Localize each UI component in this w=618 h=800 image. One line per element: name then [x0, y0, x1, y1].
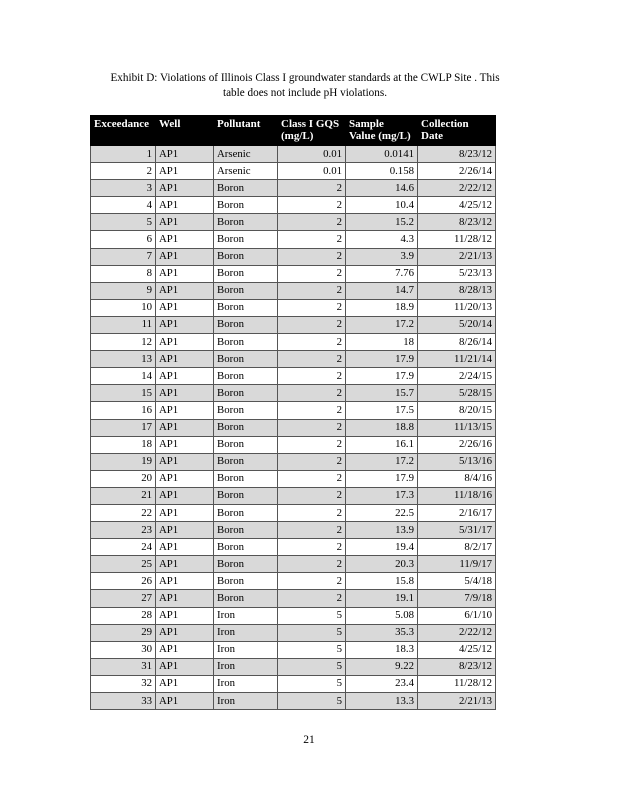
cell-class-gqs: 5: [278, 624, 346, 641]
cell-exceedance: 18: [91, 436, 156, 453]
cell-exceedance: 21: [91, 487, 156, 504]
cell-sample-value: 17.2: [346, 453, 418, 470]
cell-collection-date: 5/20/14: [418, 316, 496, 333]
cell-collection-date: 4/25/12: [418, 641, 496, 658]
header-well: Well: [156, 116, 214, 146]
cell-well: AP1: [156, 385, 214, 402]
cell-class-gqs: 2: [278, 436, 346, 453]
cell-well: AP1: [156, 351, 214, 368]
table-row: [91, 163, 496, 180]
cell-well: AP1: [156, 504, 214, 521]
cell-sample-value: 20.3: [346, 556, 418, 573]
cell-collection-date: 8/28/13: [418, 282, 496, 299]
cell-collection-date: 8/4/16: [418, 470, 496, 487]
table-row: [91, 351, 496, 368]
cell-pollutant: Boron: [214, 231, 278, 248]
cell-class-gqs: 2: [278, 334, 346, 351]
cell-well: AP1: [156, 197, 214, 214]
cell-exceedance: 4: [91, 197, 156, 214]
cell-class-gqs: 2: [278, 487, 346, 504]
cell-well: AP1: [156, 624, 214, 641]
table-header-row: [91, 116, 496, 146]
table-row: [91, 214, 496, 231]
cell-well: AP1: [156, 334, 214, 351]
cell-pollutant: Boron: [214, 299, 278, 316]
cell-pollutant: Boron: [214, 385, 278, 402]
cell-well: AP1: [156, 453, 214, 470]
cell-class-gqs: 2: [278, 282, 346, 299]
cell-collection-date: 2/22/12: [418, 180, 496, 197]
cell-exceedance: 14: [91, 368, 156, 385]
cell-exceedance: 7: [91, 248, 156, 265]
cell-class-gqs: 2: [278, 351, 346, 368]
cell-pollutant: Boron: [214, 556, 278, 573]
cell-pollutant: Boron: [214, 316, 278, 333]
cell-well: AP1: [156, 556, 214, 573]
cell-exceedance: 12: [91, 334, 156, 351]
cell-sample-value: 3.9: [346, 248, 418, 265]
cell-sample-value: 14.6: [346, 180, 418, 197]
cell-exceedance: 32: [91, 675, 156, 692]
cell-pollutant: Iron: [214, 607, 278, 624]
cell-well: AP1: [156, 265, 214, 282]
cell-collection-date: 11/21/14: [418, 351, 496, 368]
cell-class-gqs: 2: [278, 573, 346, 590]
cell-pollutant: Iron: [214, 675, 278, 692]
cell-exceedance: 22: [91, 504, 156, 521]
cell-sample-value: 35.3: [346, 624, 418, 641]
cell-sample-value: 17.3: [346, 487, 418, 504]
cell-class-gqs: 2: [278, 197, 346, 214]
cell-collection-date: 2/26/16: [418, 436, 496, 453]
header-collection-date: Collection Date: [418, 116, 496, 146]
cell-sample-value: 23.4: [346, 675, 418, 692]
cell-collection-date: 11/13/15: [418, 419, 496, 436]
cell-well: AP1: [156, 282, 214, 299]
cell-collection-date: 5/4/18: [418, 573, 496, 590]
cell-class-gqs: 2: [278, 368, 346, 385]
cell-class-gqs: 0.01: [278, 163, 346, 180]
cell-pollutant: Boron: [214, 436, 278, 453]
cell-exceedance: 19: [91, 453, 156, 470]
cell-class-gqs: 2: [278, 419, 346, 436]
cell-exceedance: 9: [91, 282, 156, 299]
cell-sample-value: 15.2: [346, 214, 418, 231]
table-row: [91, 368, 496, 385]
table-row: [91, 180, 496, 197]
table-row: [91, 522, 496, 539]
cell-collection-date: 4/25/12: [418, 197, 496, 214]
cell-pollutant: Boron: [214, 214, 278, 231]
cell-collection-date: 2/22/12: [418, 624, 496, 641]
cell-well: AP1: [156, 522, 214, 539]
table-row: [91, 624, 496, 641]
page-number: 21: [303, 734, 315, 746]
cell-collection-date: 11/9/17: [418, 556, 496, 573]
cell-pollutant: Boron: [214, 419, 278, 436]
cell-well: AP1: [156, 316, 214, 333]
cell-class-gqs: 2: [278, 402, 346, 419]
table-row: [91, 419, 496, 436]
cell-pollutant: Boron: [214, 368, 278, 385]
cell-well: AP1: [156, 573, 214, 590]
cell-exceedance: 29: [91, 624, 156, 641]
cell-exceedance: 8: [91, 265, 156, 282]
cell-pollutant: Boron: [214, 402, 278, 419]
cell-sample-value: 17.2: [346, 316, 418, 333]
cell-well: AP1: [156, 146, 214, 163]
cell-pollutant: Boron: [214, 334, 278, 351]
cell-exceedance: 1: [91, 146, 156, 163]
cell-exceedance: 25: [91, 556, 156, 573]
table-row: [91, 197, 496, 214]
cell-collection-date: 2/24/15: [418, 368, 496, 385]
cell-collection-date: 2/16/17: [418, 504, 496, 521]
cell-well: AP1: [156, 590, 214, 607]
cell-sample-value: 13.3: [346, 693, 418, 710]
cell-pollutant: Arsenic: [214, 146, 278, 163]
cell-well: AP1: [156, 402, 214, 419]
cell-well: AP1: [156, 658, 214, 675]
cell-collection-date: 11/28/12: [418, 231, 496, 248]
cell-class-gqs: 2: [278, 556, 346, 573]
cell-sample-value: 4.3: [346, 231, 418, 248]
cell-sample-value: 10.4: [346, 197, 418, 214]
cell-well: AP1: [156, 641, 214, 658]
cell-well: AP1: [156, 539, 214, 556]
cell-exceedance: 26: [91, 573, 156, 590]
cell-sample-value: 15.8: [346, 573, 418, 590]
cell-well: AP1: [156, 214, 214, 231]
cell-exceedance: 15: [91, 385, 156, 402]
table-body: [91, 146, 496, 710]
table-row: [91, 146, 496, 163]
cell-pollutant: Arsenic: [214, 163, 278, 180]
cell-well: AP1: [156, 607, 214, 624]
cell-collection-date: 5/13/16: [418, 453, 496, 470]
cell-pollutant: Boron: [214, 470, 278, 487]
cell-sample-value: 17.9: [346, 368, 418, 385]
table-row: [91, 539, 496, 556]
cell-collection-date: 8/23/12: [418, 214, 496, 231]
table-row: [91, 453, 496, 470]
cell-class-gqs: 2: [278, 248, 346, 265]
cell-exceedance: 2: [91, 163, 156, 180]
cell-sample-value: 19.4: [346, 539, 418, 556]
cell-well: AP1: [156, 693, 214, 710]
cell-well: AP1: [156, 248, 214, 265]
cell-pollutant: Iron: [214, 658, 278, 675]
cell-exceedance: 33: [91, 693, 156, 710]
table-row: [91, 556, 496, 573]
table-row: [91, 385, 496, 402]
cell-pollutant: Iron: [214, 693, 278, 710]
table-row: [91, 265, 496, 282]
cell-sample-value: 9.22: [346, 658, 418, 675]
cell-sample-value: 14.7: [346, 282, 418, 299]
caption-line-2: table does not include pH violations.: [222, 87, 388, 99]
cell-exceedance: 13: [91, 351, 156, 368]
cell-collection-date: 2/21/13: [418, 248, 496, 265]
cell-collection-date: 2/21/13: [418, 693, 496, 710]
header-sample-value: Sample Value (mg/L): [346, 116, 418, 146]
cell-pollutant: Boron: [214, 248, 278, 265]
cell-exceedance: 11: [91, 316, 156, 333]
cell-collection-date: 8/26/14: [418, 334, 496, 351]
cell-collection-date: 8/2/17: [418, 539, 496, 556]
cell-well: AP1: [156, 368, 214, 385]
cell-well: AP1: [156, 180, 214, 197]
cell-class-gqs: 5: [278, 641, 346, 658]
cell-pollutant: Boron: [214, 180, 278, 197]
cell-exceedance: 6: [91, 231, 156, 248]
table-row: [91, 675, 496, 692]
cell-pollutant: Boron: [214, 265, 278, 282]
table-row: [91, 282, 496, 299]
cell-sample-value: 22.5: [346, 504, 418, 521]
cell-exceedance: 16: [91, 402, 156, 419]
cell-class-gqs: 2: [278, 522, 346, 539]
cell-exceedance: 10: [91, 299, 156, 316]
cell-class-gqs: 5: [278, 693, 346, 710]
cell-sample-value: 18: [346, 334, 418, 351]
cell-exceedance: 28: [91, 607, 156, 624]
cell-exceedance: 17: [91, 419, 156, 436]
table-row: [91, 641, 496, 658]
cell-class-gqs: 5: [278, 658, 346, 675]
table-row: [91, 334, 496, 351]
cell-sample-value: 17.9: [346, 470, 418, 487]
cell-exceedance: 31: [91, 658, 156, 675]
cell-class-gqs: 0.01: [278, 146, 346, 163]
cell-sample-value: 7.76: [346, 265, 418, 282]
cell-well: AP1: [156, 419, 214, 436]
cell-collection-date: 5/23/13: [418, 265, 496, 282]
header-exceedance: Exceedance: [91, 116, 156, 146]
cell-pollutant: Boron: [214, 522, 278, 539]
cell-pollutant: Boron: [214, 282, 278, 299]
cell-sample-value: 5.08: [346, 607, 418, 624]
cell-collection-date: 8/23/12: [418, 146, 496, 163]
cell-collection-date: 11/20/13: [418, 299, 496, 316]
cell-exceedance: 23: [91, 522, 156, 539]
cell-class-gqs: 2: [278, 265, 346, 282]
cell-sample-value: 15.7: [346, 385, 418, 402]
cell-well: AP1: [156, 231, 214, 248]
cell-pollutant: Boron: [214, 573, 278, 590]
cell-sample-value: 16.1: [346, 436, 418, 453]
table-row: [91, 436, 496, 453]
cell-collection-date: 8/23/12: [418, 658, 496, 675]
cell-sample-value: 0.158: [346, 163, 418, 180]
cell-sample-value: 0.0141: [346, 146, 418, 163]
cell-class-gqs: 5: [278, 607, 346, 624]
cell-class-gqs: 2: [278, 504, 346, 521]
cell-well: AP1: [156, 163, 214, 180]
cell-pollutant: Boron: [214, 590, 278, 607]
cell-exceedance: 20: [91, 470, 156, 487]
cell-collection-date: 7/9/18: [418, 590, 496, 607]
cell-collection-date: 11/18/16: [418, 487, 496, 504]
cell-sample-value: 18.8: [346, 419, 418, 436]
table-row: [91, 607, 496, 624]
cell-class-gqs: 2: [278, 299, 346, 316]
table-row: [91, 402, 496, 419]
cell-sample-value: 19.1: [346, 590, 418, 607]
cell-sample-value: 18.3: [346, 641, 418, 658]
cell-class-gqs: 2: [278, 180, 346, 197]
cell-collection-date: 8/20/15: [418, 402, 496, 419]
table-caption: [90, 71, 520, 101]
cell-exceedance: 5: [91, 214, 156, 231]
caption-line-1: Exhibit D: Violations of Illinois Class I groundwater standards at the CWLP Site . This: [110, 72, 500, 84]
cell-pollutant: Boron: [214, 539, 278, 556]
cell-class-gqs: 2: [278, 453, 346, 470]
cell-class-gqs: 2: [278, 231, 346, 248]
cell-pollutant: Boron: [214, 504, 278, 521]
cell-exceedance: 27: [91, 590, 156, 607]
cell-pollutant: Iron: [214, 641, 278, 658]
cell-well: AP1: [156, 436, 214, 453]
cell-pollutant: Iron: [214, 624, 278, 641]
cell-sample-value: 17.5: [346, 402, 418, 419]
cell-well: AP1: [156, 487, 214, 504]
table-row: [91, 693, 496, 710]
violations-table: [90, 115, 496, 710]
header-class-gqs: Class I GQS (mg/L): [278, 116, 346, 146]
cell-pollutant: Boron: [214, 197, 278, 214]
cell-well: AP1: [156, 675, 214, 692]
header-pollutant: Pollutant: [214, 116, 278, 146]
cell-collection-date: 6/1/10: [418, 607, 496, 624]
cell-exceedance: 30: [91, 641, 156, 658]
table-row: [91, 316, 496, 333]
cell-class-gqs: 2: [278, 214, 346, 231]
cell-sample-value: 13.9: [346, 522, 418, 539]
cell-class-gqs: 2: [278, 590, 346, 607]
cell-pollutant: Boron: [214, 487, 278, 504]
cell-pollutant: Boron: [214, 351, 278, 368]
table-row: [91, 590, 496, 607]
cell-sample-value: 17.9: [346, 351, 418, 368]
cell-collection-date: 11/28/12: [418, 675, 496, 692]
cell-collection-date: 5/28/15: [418, 385, 496, 402]
cell-well: AP1: [156, 470, 214, 487]
cell-pollutant: Boron: [214, 453, 278, 470]
table-row: [91, 487, 496, 504]
table-row: [91, 248, 496, 265]
cell-class-gqs: 2: [278, 385, 346, 402]
cell-class-gqs: 2: [278, 470, 346, 487]
table-row: [91, 504, 496, 521]
table-row: [91, 299, 496, 316]
cell-class-gqs: 2: [278, 539, 346, 556]
table-row: [91, 658, 496, 675]
cell-sample-value: 18.9: [346, 299, 418, 316]
cell-collection-date: 5/31/17: [418, 522, 496, 539]
table-row: [91, 231, 496, 248]
cell-well: AP1: [156, 299, 214, 316]
table-row: [91, 573, 496, 590]
cell-exceedance: 3: [91, 180, 156, 197]
cell-collection-date: 2/26/14: [418, 163, 496, 180]
cell-class-gqs: 2: [278, 316, 346, 333]
table-row: [91, 470, 496, 487]
cell-class-gqs: 5: [278, 675, 346, 692]
cell-exceedance: 24: [91, 539, 156, 556]
